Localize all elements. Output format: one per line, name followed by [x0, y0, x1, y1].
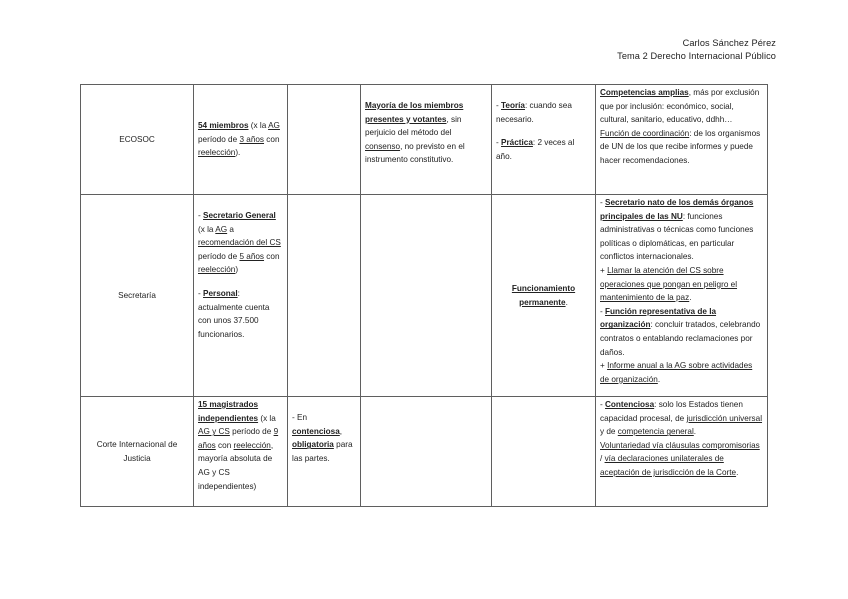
decision-cell: Mayoría de los miembros presentes y votantes, sin perjuicio del método del consenso, no previsto en el instrumento constitutivo. [361, 85, 492, 195]
page-header [617, 37, 776, 63]
decision-cell [361, 195, 492, 397]
table-row [81, 397, 768, 507]
organ-cell: ECOSOC [81, 85, 194, 195]
meetings-cell: - Teoría: cuando sea necesario. - Práctica: 2 veces al año. [492, 85, 596, 195]
composition-cell: 54 miembros (x la AG período de 3 años con reelección). [194, 85, 288, 195]
composition-cell: - Secretario General (x la AG a recomendación del CS período de 5 años con reelección) - Personal: actualmente cuenta con unos 37.500 funcionarios. [194, 195, 288, 397]
composition-cell: 15 magistrados independientes (x la AG y CS período de 9 años con reelección, mayoría absoluta de AG y CS independientes) [194, 397, 288, 507]
meetings-cell: Funcionamiento permanente. [492, 195, 596, 397]
header-author: Carlos Sánchez Pérez [682, 38, 776, 48]
decision-cell [361, 397, 492, 507]
organs-table [80, 84, 768, 507]
table-row [81, 85, 768, 195]
competence-cell [288, 85, 361, 195]
meetings-cell [492, 397, 596, 507]
organ-cell: Corte Internacional de Justicia [81, 397, 194, 507]
functions-cell: - Contenciosa: solo los Estados tienen capacidad procesal, de jurisdicción universal y de competencia general. Voluntariedad vía cláusulas compromisorias / vía declaraciones unilaterales de aceptación de jurisdicción de la Corte. [596, 397, 768, 507]
competence-cell [288, 195, 361, 397]
table-row [81, 195, 768, 397]
functions-cell: Competencias amplias, más por exclusión que por inclusión: económico, social, cultural, sanitario, educativo, ddhh… Función de coordinación: de los organismos de UN de los que recibe informes y puede hacer recomendaciones. [596, 85, 768, 195]
functions-cell: - Secretario nato de los demás órganos principales de las NU: funciones administrativas o técnicas como funciones políticas o diplomáticas, en particular conflictos internacionales. + Llamar la atención del CS sobre operaciones que pongan en peligro el mantenimiento de la paz. - Función representativa de la organización: concluir tratados, celebrando contratos o entablando reclamaciones por daños. + Informe anual a la AG sobre actividades de organización. [596, 195, 768, 397]
header-subject: Tema 2 Derecho Internacional Público [617, 51, 776, 61]
competence-cell: - En contenciosa, obligatoria para las partes. [288, 397, 361, 507]
organ-cell: Secretaría [81, 195, 194, 397]
